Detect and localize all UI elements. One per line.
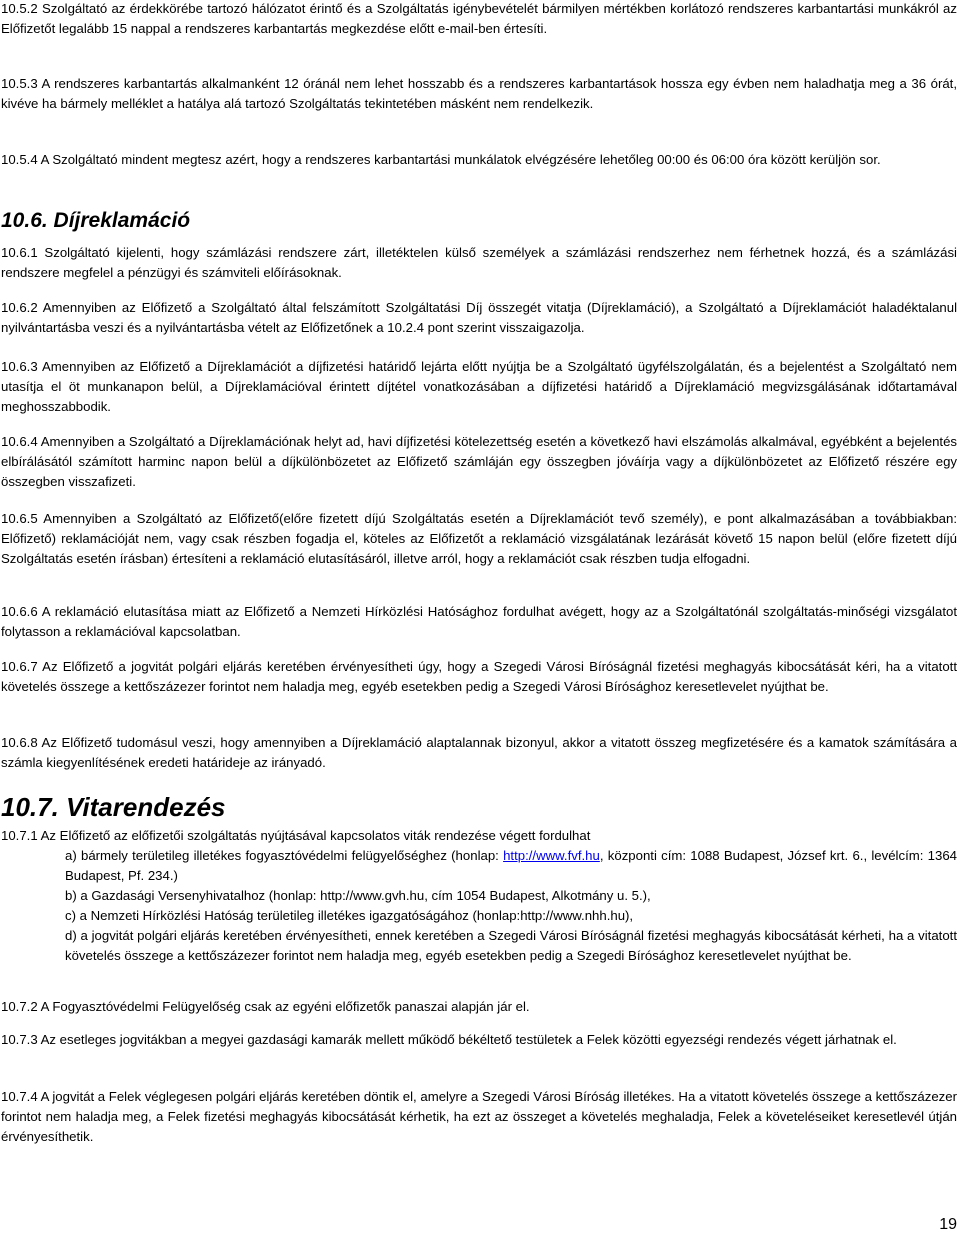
list-item-a [65,846,957,886]
section-heading-10-7: 10.7. Vitarendezés [1,792,226,822]
paragraph-10-7-3: 10.7.3 Az esetleges jogvitákban a megyei gazdasági kamarák mellett működő békéltető testületek a Felek közötti egyezségi rendezés végett járhatnak el. [1,1032,897,1047]
list-item-a-text: a) bármely területileg illetékes fogyasztóvédelmi felügyelőséghez (honlap: [65,848,504,863]
paragraph-10-7-1: 10.7.1 Az Előfizető az előfizetői szolgáltatás nyújtásával kapcsolatos viták rendezése végett fordulhat [1,828,591,843]
paragraph-10-5-3: 10.5.3 A rendszeres karbantartás alkalmanként 12 óránál nem lehet hosszabb és a rendszeres karbantartások hossza egy évben nem haladhatja meg a 36 órát, kivéve ha bármely melléklet a hatálya alá tartozó Szolgáltatás tekintetében másként nem rendelkezik. [1,76,957,111]
list-item-a-text-end: , központi cím: 1088 Budapest, József krt. 6., levélcím: 1364 Budapest, Pf. 234.) [65,848,957,883]
paragraph-10-5-4: 10.5.4 A Szolgáltató mindent megtesz azért, hogy a rendszeres karbantartási munkálatok elvégzésére lehetőleg 00:00 és 06:00 óra között kerüljön sor. [1,152,881,167]
section-heading-10-6: 10.6. Díjreklamáció [1,209,191,232]
paragraph-10-6-8: 10.6.8 Az Előfizető tudomásul veszi, hogy amennyiben a Díjreklamáció alaptalannak bizonyul, akkor a vitatott összeg megfizetésére és a kamatok számítására a számla kiegyenlítésének eredeti határideje az irányadó. [1,735,957,770]
paragraph-10-7-2: 10.7.2 A Fogyasztóvédelmi Felügyelőség csak az egyéni előfizetők panaszai alapján jár el. [1,999,530,1014]
paragraph-10-7-4: 10.7.4 A jogvitát a Felek véglegesen polgári eljárás keretében döntik el, amelyre a Szegedi Városi Bíróság illetékes. Ha a vitatott követelés összege a kettőszázezer forintot nem haladja meg, a Felek fizetési meghagyás kibocsátását kérhetik, ha ezt az összeget a követelés meghaladja, Felek a követeléseiket keresetlevél útján érvényesíthetik. [1,1089,957,1144]
paragraph-10-6-1: 10.6.1 Szolgáltató kijelenti, hogy számlázási rendszere zárt, illetéktelen külső személyek a számlázási rendszerhez nem férhetnek hozzá, és a számlázási rendszere megfelel a pénzügyi és számviteli előírásoknak. [1,245,957,280]
paragraph-10-6-4: 10.6.4 Amennyiben a Szolgáltató a Díjreklamációnak helyt ad, havi díjfizetési kötelezettség esetén a következő havi elszámolás alkalmával, egyébként a bejelentés elbírálásától számított harminc napon belül a díjkülönbözetet az Előfizető számláján egy összegben jóváírja vagy a díjkülönbözetet az Előfizető részére egy összegben visszafizeti. [1,434,957,489]
dispute-bodies-list [65,846,957,966]
paragraph-10-5-2: 10.5.2 Szolgáltató az érdekkörébe tartozó hálózatot érintő és a Szolgáltatás igénybevételét bármilyen mértékben korlátozó rendszeres karbantartási munkákról az Előfizetőt legalább 15 nappal a rendszeres karbantartás megkezdése előtt e-mail-ben értesíti. [1,1,957,36]
paragraph-10-6-5: 10.6.5 Amennyiben a Szolgáltató az Előfizető(előre fizetett díjú Szolgáltatás esetén a Díjreklamációt tevő személy), e pont alkalmazásában a továbbiakban: Előfizető) reklamációját nem, vagy csak részben fogadja el, köteles az Előfizetőt a reklamáció vizsgálatának lezárását követő 15 napon belül (előre fizetett díjú Szolgáltatás esetén írásban) értesíteni a reklamáció elutasításáról, illetve arról, hogy a reklamációt csak részben tudja elfogadni. [1,511,957,566]
fvf-link[interactable]: http://www.fvf.hu [503,848,600,863]
page-number: 19 [939,1216,957,1233]
list-item-c: c) a Nemzeti Hírközlési Hatóság területileg illetékes igazgatóságához (honlap:http://www.nhh.hu), [65,908,634,923]
list-item-b: b) a Gazdasági Versenyhivatalhoz (honlap: http://www.gvh.hu, cím 1054 Budapest, Alkotmány u. 5.), [65,888,651,903]
paragraph-10-6-3: 10.6.3 Amennyiben az Előfizető a Díjreklamációt a díjfizetési határidő lejárta előtt nyújtja be a Szolgáltató ügyfélszolgálatán, és a bejelentést a Szolgáltató nem utasítja el öt munkanapon belül, a Díjreklamációval érintett díjtétel vonatkozásában a díjfizetési határidő a Díjreklamáció megvizsgálásának időtartamával meghosszabbodik. [1,359,957,414]
paragraph-10-6-2: 10.6.2 Amennyiben az Előfizető a Szolgáltató által felszámított Szolgáltatási Díj összegét vitatja (Díjreklamáció), a Szolgáltató a Díjreklamációt haladéktalanul nyilvántartásba veszi és a nyilvántartásba vételt az Előfizetőnek a 10.2.4 pont szerint visszaigazolja. [1,300,957,335]
list-item-d: d) a jogvitát polgári eljárás keretében érvényesítheti, ennek keretében a Szegedi Városi Bíróságnál fizetési meghagyás kibocsátását kérheti, ha a vitatott követelés összege a kettőszázezer forintot nem haladja meg, egyéb esetekben pedig a Szegedi Bírósághoz keresetlevelet nyújthat be. [65,928,957,963]
paragraph-10-6-7: 10.6.7 Az Előfizető a jogvitát polgári eljárás keretében érvényesítheti úgy, hogy a Szegedi Városi Bíróságnál fizetési meghagyás kibocsátását kéri, ha a vitatott követelés összege a kettőszázezer forintot nem haladja meg, egyéb esetekben pedig a Szegedi Városi Bírósághoz keresetlevelet nyújthat be. [1,659,957,694]
paragraph-10-6-6: 10.6.6 A reklamáció elutasítása miatt az Előfizető a Nemzeti Hírközlési Hatósághoz fordulhat avégett, hogy az a Szolgáltatónál szolgáltatás-minőségi vizsgálatot folytasson a reklamációval kapcsolatban. [1,604,957,639]
